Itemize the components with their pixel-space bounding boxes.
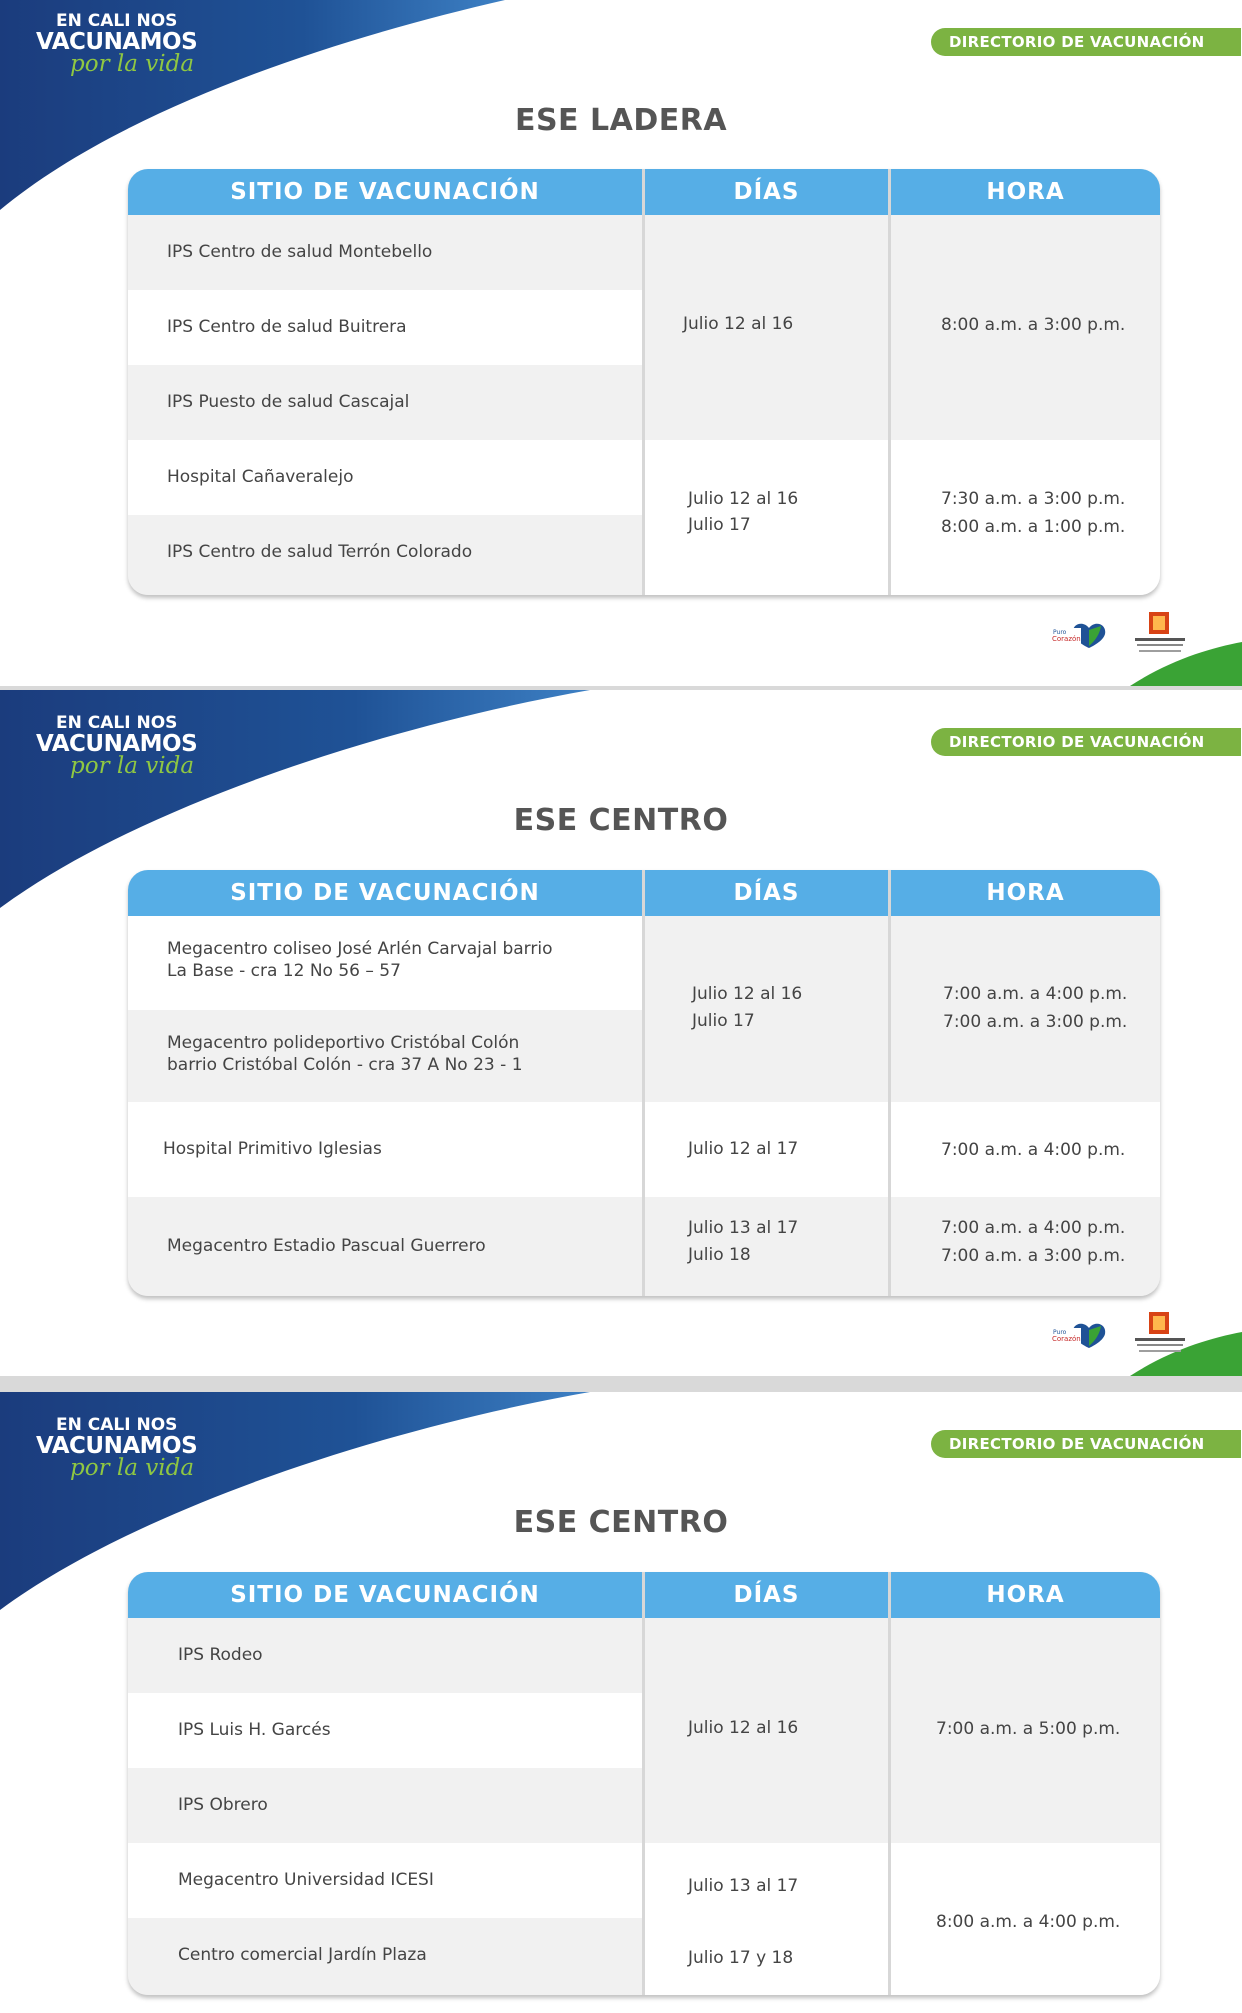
logo-line-2: VACUNAMOS (36, 1433, 198, 1459)
header-hour: HORA (986, 880, 1065, 906)
table-row (128, 290, 642, 365)
header-hour: HORA (986, 1582, 1065, 1608)
days-value: Julio 13 al 17 (688, 1876, 799, 1896)
table-row (128, 1010, 642, 1102)
section-title: ESE LADERA (514, 103, 728, 138)
logo-line-2: VACUNAMOS (36, 731, 198, 757)
site-name: IPS Puesto de salud Cascajal (167, 392, 410, 412)
hour-value: 7:00 a.m. a 5:00 p.m. (936, 1719, 1121, 1739)
vacunamos-logo (36, 1415, 206, 1481)
logo-line-1: EN CALI NOS (56, 713, 178, 733)
schedule-table (128, 169, 1160, 595)
table-row (128, 1102, 642, 1197)
days-cell (645, 215, 888, 440)
hour-cell (891, 1197, 1160, 1296)
days-value: Julio 17 y 18 (688, 1948, 794, 1968)
hour-value: 8:00 a.m. a 1:00 p.m. (941, 517, 1126, 537)
vacunamos-logo (36, 11, 206, 77)
site-name: IPS Centro de salud Buitrera (167, 317, 407, 337)
hour-value: 8:00 a.m. a 3:00 p.m. (941, 315, 1126, 335)
svg-text:Puro: Puro (1053, 629, 1067, 636)
table-row (128, 1693, 642, 1768)
logo-line-3: por la vida (70, 51, 195, 77)
table-row (128, 215, 642, 290)
table-row (128, 1843, 642, 1918)
site-name: Megacentro coliseo José Arlén Carvajal barrio La Base - cra 12 No 56 – 57 (167, 939, 553, 981)
table-row (128, 1918, 642, 1995)
table-row (128, 1768, 642, 1843)
svg-text:Corazón: Corazón (1052, 1335, 1081, 1343)
hour-value: 8:00 a.m. a 4:00 p.m. (936, 1912, 1121, 1932)
table-row (128, 1618, 642, 1693)
site-name: IPS Rodeo (178, 1645, 263, 1665)
panel-ese-centro-1 (0, 690, 1242, 1376)
hour-value: 7:30 a.m. a 3:00 p.m. (941, 489, 1126, 509)
panel-ese-ladera (0, 0, 1242, 686)
days-value: Julio 12 al 16 (688, 1718, 799, 1738)
days-value: Julio 12 al 16 (688, 489, 799, 509)
column-divider (888, 169, 891, 595)
header-site: SITIO DE VACUNACIÓN (230, 880, 540, 906)
days-cell (645, 440, 888, 595)
days-cell (645, 1618, 888, 1843)
table-row (128, 515, 642, 595)
hour-cell (891, 916, 1160, 1102)
column-divider (642, 169, 645, 595)
site-name: IPS Obrero (178, 1795, 268, 1815)
table-row (128, 916, 642, 1010)
site-name: IPS Centro de salud Terrón Colorado (167, 542, 473, 562)
days-value: Julio 13 al 17 (688, 1218, 799, 1238)
days-value: Julio 17 (688, 515, 751, 535)
hour-value: 7:00 a.m. a 3:00 p.m. (941, 1246, 1126, 1266)
days-value: Julio 12 al 16 (683, 314, 794, 334)
vacunamos-logo (36, 713, 206, 779)
table-row (128, 365, 642, 440)
site-name: IPS Centro de salud Montebello (167, 242, 433, 262)
logo-line-3: por la vida (70, 1455, 195, 1481)
hour-value: 7:00 a.m. a 4:00 p.m. (941, 1140, 1126, 1160)
site-name: Megacentro polideportivo Cristóbal Colón barrio Cristóbal Colón - cra 37 A No 23 - 1 (167, 1033, 523, 1075)
header-site: SITIO DE VACUNACIÓN (230, 179, 540, 205)
logo-line-3: por la vida (70, 753, 195, 779)
directory-badge: DIRECTORIO DE VACUNACIÓN (931, 728, 1241, 756)
column-divider (642, 870, 645, 1296)
hour-cell (891, 1102, 1160, 1197)
directory-badge: DIRECTORIO DE VACUNACIÓN (931, 1430, 1241, 1458)
site-name: IPS Luis H. Garcés (178, 1720, 331, 1740)
days-value: Julio 17 (692, 1011, 755, 1031)
table-row (128, 1197, 642, 1296)
partner-logos-icon (1049, 1310, 1189, 1370)
header-hour: HORA (986, 179, 1065, 205)
logo-line-2: VACUNAMOS (36, 29, 198, 55)
site-name: Megacentro Universidad ICESI (178, 1870, 434, 1890)
hour-cell (891, 440, 1160, 595)
site-name: Megacentro Estadio Pascual Guerrero (167, 1236, 486, 1256)
header-days: DÍAS (733, 1582, 800, 1608)
column-divider (888, 1572, 891, 1995)
panel-ese-centro-2 (0, 1392, 1242, 2013)
header-site: SITIO DE VACUNACIÓN (230, 1582, 540, 1608)
logo-line-1: EN CALI NOS (56, 11, 178, 31)
svg-text:Puro: Puro (1053, 1329, 1067, 1336)
days-cell (645, 1843, 888, 1995)
hour-cell (891, 1618, 1160, 1843)
logo-line-1: EN CALI NOS (56, 1415, 178, 1435)
section-title: ESE CENTRO (513, 803, 729, 838)
hour-value: 7:00 a.m. a 3:00 p.m. (943, 1012, 1128, 1032)
site-name: Hospital Cañaveralejo (167, 467, 354, 487)
hour-value: 7:00 a.m. a 4:00 p.m. (943, 984, 1128, 1004)
section-title: ESE CENTRO (513, 1505, 729, 1540)
partner-logos-icon (1049, 610, 1189, 670)
directory-badge: DIRECTORIO DE VACUNACIÓN (931, 28, 1241, 56)
days-cell (645, 1197, 888, 1296)
column-divider (888, 870, 891, 1296)
header-days: DÍAS (733, 880, 800, 906)
hour-cell (891, 215, 1160, 440)
hour-value: 7:00 a.m. a 4:00 p.m. (941, 1218, 1126, 1238)
schedule-table (128, 1572, 1160, 1995)
hour-cell (891, 1843, 1160, 1995)
header-days: DÍAS (733, 179, 800, 205)
days-value: Julio 12 al 16 (692, 984, 803, 1004)
site-name: Centro comercial Jardín Plaza (178, 1945, 427, 1965)
days-cell (645, 916, 888, 1102)
site-name: Hospital Primitivo Iglesias (163, 1139, 382, 1159)
days-value: Julio 18 (688, 1245, 751, 1265)
svg-text:Corazón: Corazón (1052, 635, 1081, 643)
days-cell (645, 1102, 888, 1197)
days-value: Julio 12 al 17 (688, 1139, 799, 1159)
table-row (128, 440, 642, 515)
schedule-table (128, 870, 1160, 1296)
column-divider (642, 1572, 645, 1995)
